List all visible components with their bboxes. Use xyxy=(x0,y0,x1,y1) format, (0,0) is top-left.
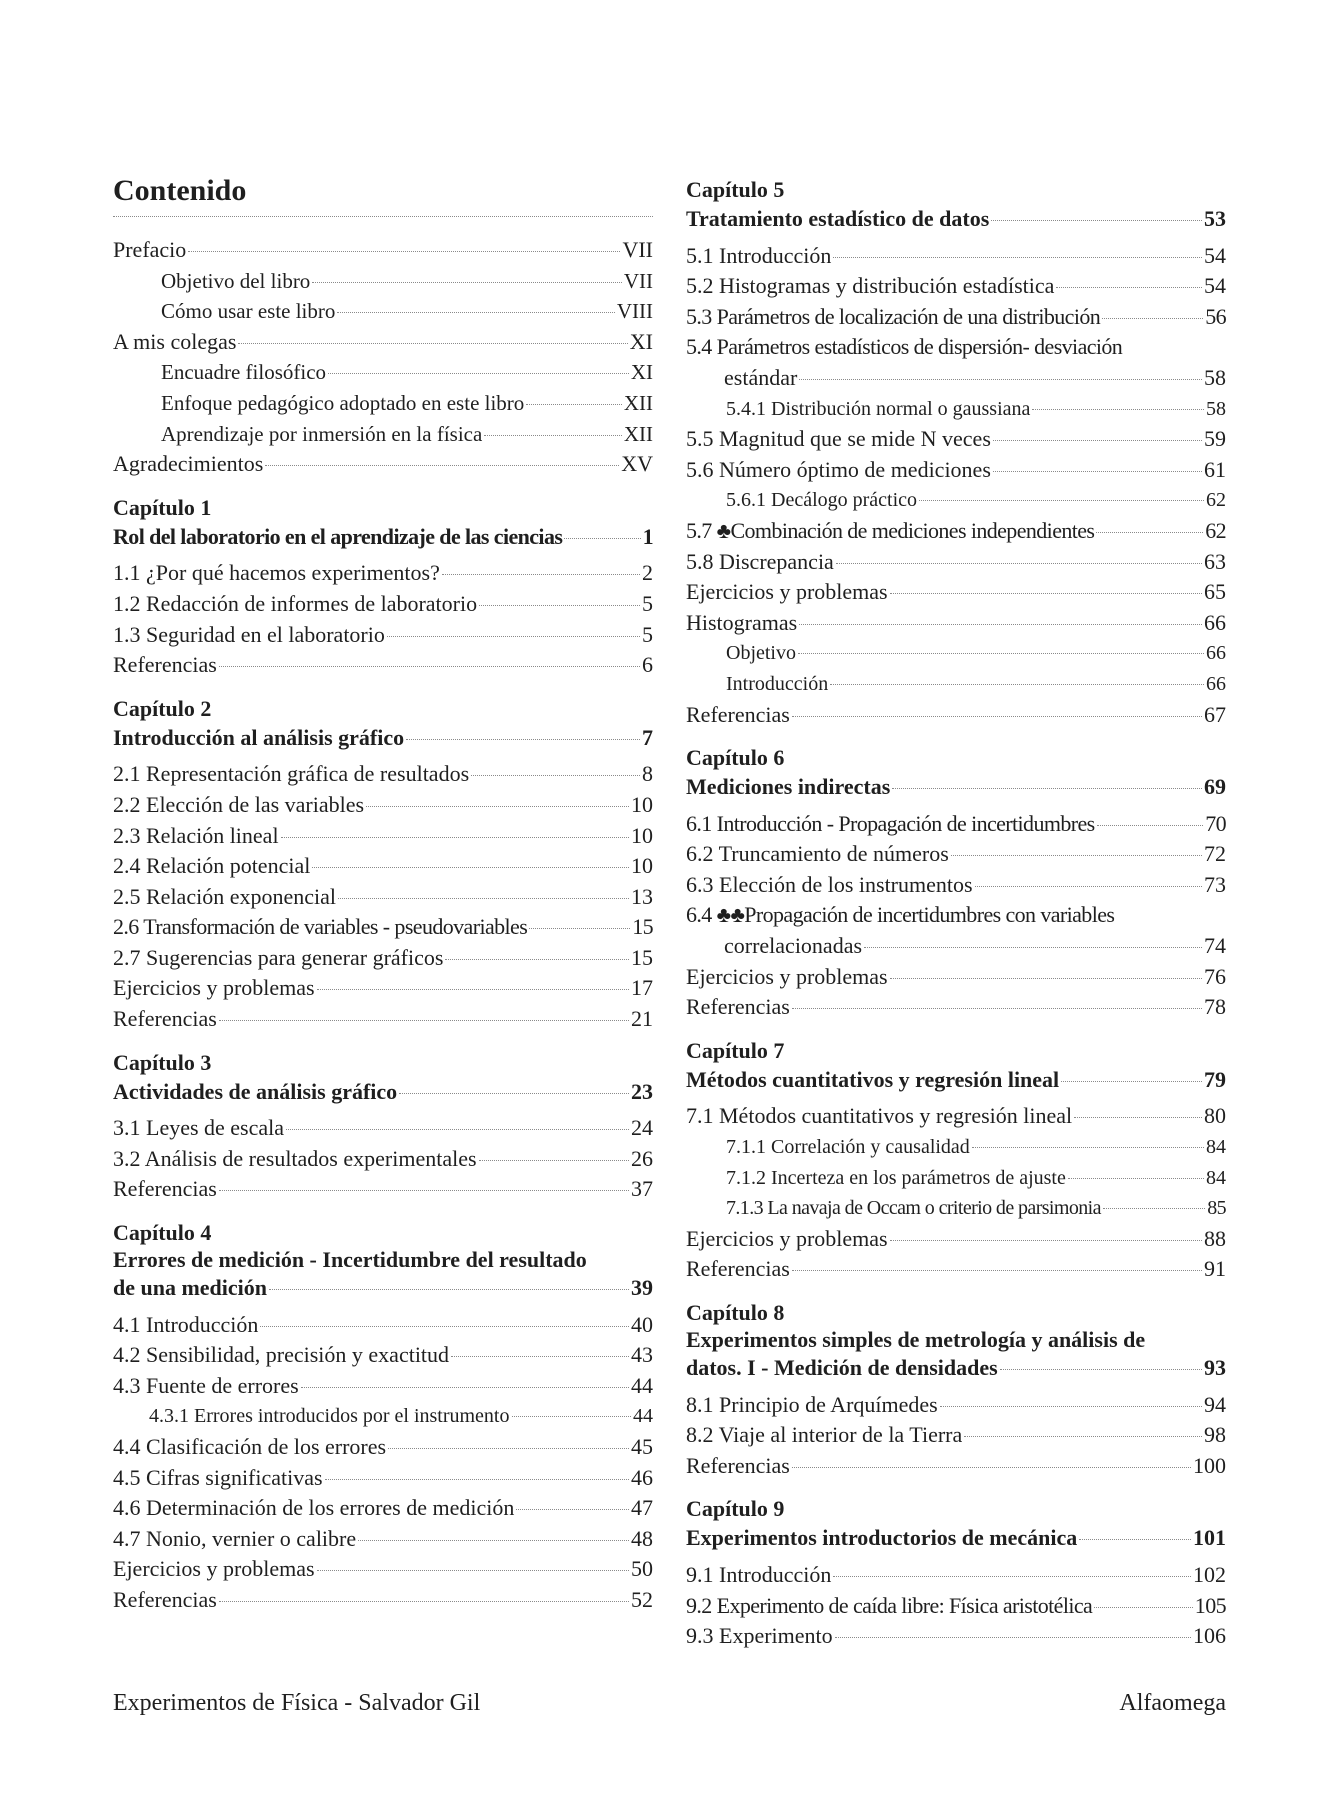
chapter-title[interactable]: Tratamiento estadístico de datos 53 xyxy=(686,206,1226,231)
toc-entry[interactable]: 9.1 Introducción 102 xyxy=(686,1561,1226,1587)
chapter-label: Capítulo 5 xyxy=(686,177,785,202)
toc-entry[interactable]: 3.2 Análisis de resultados experimentales 26 xyxy=(113,1145,653,1171)
toc-entry[interactable]: 4.1 Introducción 40 xyxy=(113,1311,653,1337)
toc-entry[interactable]: Referencias 37 xyxy=(113,1176,653,1202)
chapter-title[interactable]: Rol del laboratorio en el aprendizaje de las ciencias 1 xyxy=(113,523,653,549)
page-title: Contenido xyxy=(113,172,653,217)
toc-entry[interactable]: 6.1 Introducción - Propagación de incertidumbres 70 xyxy=(686,810,1226,836)
chapter-label: Capítulo 1 xyxy=(113,494,212,520)
toc-entry[interactable]: Referencias 6 xyxy=(113,652,653,678)
toc-entry[interactable]: 7.1.2 Incerteza en los parámetros de ajuste 84 xyxy=(726,1166,1226,1189)
toc-entry[interactable]: estándar 58 xyxy=(724,364,1226,390)
chapter-title-line[interactable]: Errores de medición - Incertidumbre del resultado xyxy=(113,1247,587,1273)
toc-entry[interactable]: 4.3.1 Errores introducidos por el instrumento 44 xyxy=(149,1405,653,1428)
toc-entry[interactable]: Ejercicios y problemas 76 xyxy=(686,963,1226,989)
toc-entry[interactable]: Introducción 66 xyxy=(726,672,1226,695)
toc-entry[interactable]: Ejercicios y problemas 50 xyxy=(113,1556,653,1582)
toc-entry[interactable]: Histogramas 66 xyxy=(686,609,1226,635)
toc-entry[interactable]: Referencias 91 xyxy=(686,1256,1226,1282)
toc-entry[interactable]: 4.2 Sensibilidad, precisión y exactitud 43 xyxy=(113,1342,653,1368)
toc-entry[interactable]: 5.6.1 Decálogo práctico 62 xyxy=(726,489,1226,512)
chapter-title[interactable]: Mediciones indirectas 69 xyxy=(686,774,1226,800)
toc-entry[interactable]: 2.5 Relación exponencial 13 xyxy=(113,883,653,909)
chapter-4 xyxy=(113,1219,653,1616)
toc-entry[interactable]: 5.1 Introducción 54 xyxy=(686,242,1226,268)
toc-entry[interactable]: 2.4 Relación potencial 10 xyxy=(113,853,653,879)
chapter-title[interactable]: Introducción al análisis gráfico 7 xyxy=(113,724,653,750)
toc-entry[interactable]: correlacionadas 74 xyxy=(724,933,1226,959)
chapter-3 xyxy=(113,1049,653,1205)
chapter-title[interactable]: Experimentos introductorios de mecánica 101 xyxy=(686,1525,1226,1551)
toc-entry[interactable]: 2.7 Sugerencias para generar gráficos 15 xyxy=(113,944,653,970)
toc-entry[interactable]: 5.8 Discrepancia 63 xyxy=(686,548,1226,574)
toc-entry[interactable]: 7.1 Métodos cuantitativos y regresión lineal 80 xyxy=(686,1103,1226,1129)
toc-entry[interactable]: 3.1 Leyes de escala 24 xyxy=(113,1115,653,1141)
toc-right-column xyxy=(686,176,1226,1666)
chapter-title[interactable]: Métodos cuantitativos y regresión lineal 79 xyxy=(686,1066,1226,1092)
chapter-2 xyxy=(113,695,653,1035)
toc-entry[interactable]: 4.6 Determinación de los errores de medición 47 xyxy=(113,1495,653,1521)
chapter-label: Capítulo 3 xyxy=(113,1049,212,1075)
toc-entry[interactable]: 7.1.3 La navaja de Occam o criterio de parsimonia 85 xyxy=(726,1197,1226,1220)
toc-entry[interactable]: Agradecimientos XV xyxy=(113,451,653,477)
chapter-1 xyxy=(113,494,653,681)
chapter-label: Capítulo 8 xyxy=(686,1300,785,1325)
toc-entry[interactable]: Ejercicios y problemas 65 xyxy=(686,579,1226,605)
toc-entry[interactable]: 1.2 Redacción de informes de laboratorio 5 xyxy=(113,590,653,616)
toc-entry[interactable]: 1.1 ¿Por qué hacemos experimentos? 2 xyxy=(113,560,653,586)
chapter-title[interactable]: Actividades de análisis gráfico 23 xyxy=(113,1078,653,1104)
toc-entry[interactable]: Ejercicios y problemas 17 xyxy=(113,975,653,1001)
toc-entry[interactable]: 9.3 Experimento 106 xyxy=(686,1623,1226,1649)
chapter-title-line[interactable]: Experimentos simples de metrología y análisis de xyxy=(686,1327,1146,1352)
toc-entry[interactable]: 6.2 Truncamiento de números 72 xyxy=(686,841,1226,867)
toc-entry[interactable]: 2.3 Relación lineal 10 xyxy=(113,822,653,848)
toc-entry[interactable]: Objetivo del libro VII xyxy=(161,268,653,293)
toc-entry[interactable]: 5.3 Parámetros de localización de una distribución 56 xyxy=(686,303,1226,329)
chapter-label: Capítulo 4 xyxy=(113,1220,212,1246)
toc-entry[interactable]: 5.7 ♣Combinación de mediciones independientes 62 xyxy=(686,517,1226,543)
chapter-label: Capítulo 2 xyxy=(113,695,212,721)
toc-entry[interactable]: 4.7 Nonio, vernier o calibre 48 xyxy=(113,1525,653,1551)
toc-entry[interactable]: 1.3 Seguridad en el laboratorio 5 xyxy=(113,621,653,647)
toc-entry[interactable]: 8.2 Viaje al interior de la Tierra 98 xyxy=(686,1422,1226,1448)
toc-entry[interactable]: 5.4.1 Distribución normal o gaussiana 58 xyxy=(726,397,1226,420)
toc-entry-line[interactable]: 6.4 ♣♣Propagación de incertidumbres con variables xyxy=(686,902,1115,928)
toc-entry[interactable]: 7.1.1 Correlación y causalidad 84 xyxy=(726,1136,1226,1159)
toc-entry[interactable]: 4.5 Cifras significativas 46 xyxy=(113,1464,653,1490)
chapter-title[interactable]: datos. I - Medición de densidades 93 xyxy=(686,1355,1226,1380)
toc-entry[interactable]: Referencias 52 xyxy=(113,1586,653,1612)
chapter-6 xyxy=(686,744,1226,1023)
toc-entry[interactable]: Referencias 67 xyxy=(686,701,1226,727)
toc-entry[interactable]: 2.6 Transformación de variables - pseudovariables 15 xyxy=(113,914,653,940)
toc-entry[interactable]: 5.2 Histogramas y distribución estadística 54 xyxy=(686,273,1226,299)
chapter-5 xyxy=(686,176,1226,730)
toc-entry[interactable]: Referencias 78 xyxy=(686,994,1226,1020)
chapter-8 xyxy=(686,1299,1226,1481)
footer-book-title: Experimentos de Física - Salvador Gil xyxy=(113,1690,481,1716)
toc-entry[interactable]: Prefacio VII xyxy=(113,237,653,262)
toc-entry[interactable]: Cómo usar este libro VIII xyxy=(161,299,653,324)
toc-entry[interactable]: 6.3 Elección de los instrumentos 73 xyxy=(686,871,1226,897)
chapter-label: Capítulo 9 xyxy=(686,1496,785,1522)
toc-entry[interactable]: Objetivo 66 xyxy=(726,642,1226,665)
front-matter xyxy=(113,235,653,480)
toc-entry[interactable]: Enfoque pedagógico adoptado en este libro XII xyxy=(161,390,653,415)
toc-entry[interactable]: Referencias 21 xyxy=(113,1006,653,1032)
footer-publisher: Alfaomega xyxy=(1119,1690,1226,1716)
chapter-label: Capítulo 6 xyxy=(686,745,785,771)
toc-entry[interactable]: Encuadre filosófico XI xyxy=(161,360,653,385)
toc-entry[interactable]: 4.3 Fuente de errores 44 xyxy=(113,1372,653,1398)
chapter-title[interactable]: de una medición 39 xyxy=(113,1275,653,1301)
toc-entry[interactable]: 2.1 Representación gráfica de resultados 8 xyxy=(113,761,653,787)
page-footer xyxy=(113,1690,1226,1717)
toc-entry[interactable]: 9.2 Experimento de caída libre: Física aristotélica 105 xyxy=(686,1592,1226,1618)
toc-entry[interactable]: 8.1 Principio de Arquímedes 94 xyxy=(686,1391,1226,1417)
toc-entry-line[interactable]: 5.4 Parámetros estadísticos de dispersión- desviación xyxy=(686,334,1123,360)
toc-left-column xyxy=(113,172,653,1630)
toc-entry[interactable]: Referencias 100 xyxy=(686,1452,1226,1478)
toc-entry[interactable]: 5.5 Magnitud que se mide N veces 59 xyxy=(686,426,1226,452)
chapter-7 xyxy=(686,1037,1226,1285)
toc-entry[interactable]: Ejercicios y problemas 88 xyxy=(686,1225,1226,1251)
toc-entry[interactable]: Aprendizaje por inmersión en la física XII xyxy=(161,421,653,446)
chapter-9 xyxy=(686,1495,1226,1651)
toc-entry[interactable]: A mis colegas XI xyxy=(113,328,653,354)
toc-entry[interactable]: 2.2 Elección de las variables 10 xyxy=(113,791,653,817)
toc-entry[interactable]: 4.4 Clasificación de los errores 45 xyxy=(113,1434,653,1459)
toc-entry[interactable]: 5.6 Número óptimo de mediciones 61 xyxy=(686,456,1226,482)
chapter-label: Capítulo 7 xyxy=(686,1037,785,1063)
